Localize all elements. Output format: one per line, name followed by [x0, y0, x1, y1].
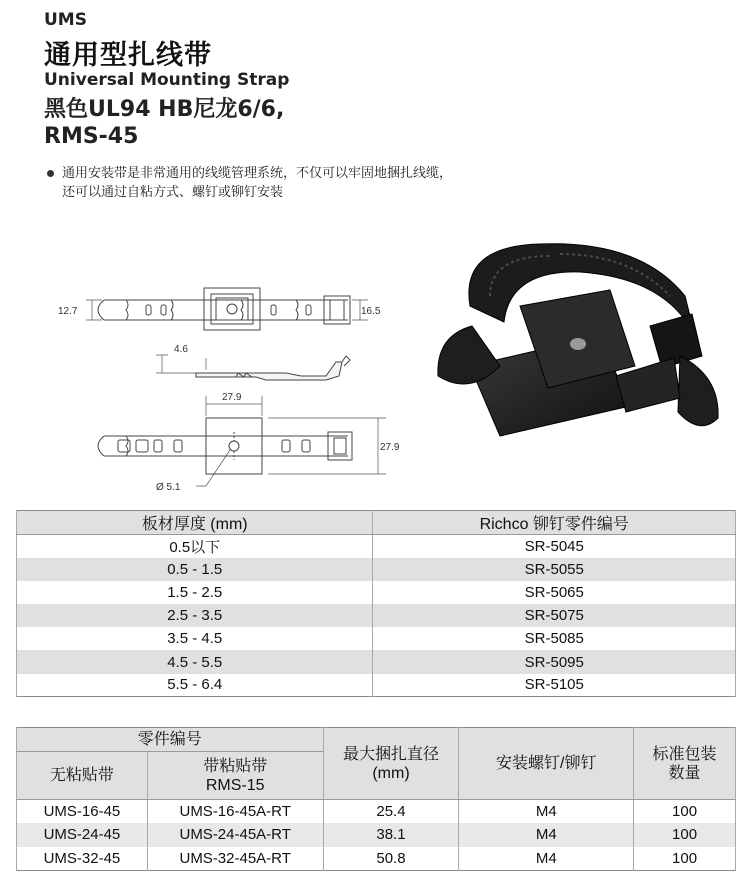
- header-max-bundle-line1: 最大捆扎直径: [342, 745, 439, 763]
- rivet-part-cell: SR-5105: [373, 674, 736, 697]
- dim-end-label: 16.5: [361, 306, 381, 317]
- bundle-dia-cell: 25.4: [323, 800, 459, 824]
- description-bullet: [44, 164, 464, 202]
- product-title-cn: 通用型扎线带: [44, 40, 212, 71]
- dim-height-label: 4.6: [174, 344, 188, 355]
- dim-width-label: 12.7: [58, 306, 78, 317]
- table-row: [17, 847, 736, 871]
- rivet-part-cell: SR-5065: [373, 581, 736, 604]
- part-no-adhesive-cell: UMS-16-45: [17, 800, 148, 824]
- bundle-dia-cell: 38.1: [323, 823, 459, 847]
- rivet-part-cell: SR-5055: [373, 558, 736, 581]
- pack-qty-cell: 100: [634, 800, 736, 824]
- thickness-cell: 4.5 - 5.5: [17, 650, 373, 673]
- product-photo: [430, 226, 730, 456]
- header-thickness: 板材厚度 (mm): [17, 511, 373, 535]
- bullet-dot-icon: [47, 170, 54, 177]
- thickness-cell: 2.5 - 3.5: [17, 604, 373, 627]
- thickness-cell: 1.5 - 2.5: [17, 581, 373, 604]
- bundle-dia-cell: 50.8: [323, 847, 459, 871]
- table-row: [17, 558, 736, 581]
- rivet-part-cell: SR-5075: [373, 604, 736, 627]
- dim-base-w-label: 27.9: [222, 392, 242, 403]
- part-adhesive-cell: UMS-24-45A-RT: [147, 823, 323, 847]
- table-row: [17, 604, 736, 627]
- pack-qty-cell: 100: [634, 847, 736, 871]
- parts-table: [16, 727, 736, 871]
- dim-hole-label: Ø 5.1: [156, 482, 181, 493]
- thickness-cell: 0.5 - 1.5: [17, 558, 373, 581]
- screw-cell: M4: [459, 847, 634, 871]
- table-row: [17, 650, 736, 673]
- material-line-1: 黑色UL94 HB尼龙6/6,: [44, 97, 285, 122]
- part-adhesive-cell: UMS-16-45A-RT: [147, 800, 323, 824]
- header-max-bundle-line2: (mm): [372, 764, 410, 782]
- table-row: [17, 535, 736, 558]
- part-no-adhesive-cell: UMS-32-45: [17, 847, 148, 871]
- thickness-cell: 0.5以下: [17, 535, 373, 558]
- part-adhesive-cell: UMS-32-45A-RT: [147, 847, 323, 871]
- description-text: 通用安装带是非常通用的线缆管理系统，不仅可以牢固地捆扎线缆，还可以通过自粘方式、螺钉或铆钉安装: [62, 166, 453, 200]
- header-no-adhesive: 无粘贴带: [17, 752, 148, 800]
- product-title-en: Universal Mounting Strap: [44, 70, 290, 90]
- header-part-number: 零件编号: [17, 728, 324, 752]
- pack-qty-cell: 100: [634, 823, 736, 847]
- header-max-bundle: [323, 728, 459, 800]
- header-pack-qty-line1: 标准包装: [652, 745, 717, 763]
- table-row: [17, 627, 736, 650]
- table-row: [17, 581, 736, 604]
- header-screw: 安装螺钉/铆钉: [459, 728, 634, 800]
- header-with-adhesive: [147, 752, 323, 800]
- thickness-cell: 3.5 - 4.5: [17, 627, 373, 650]
- table-row: [17, 674, 736, 697]
- thickness-table: [16, 510, 736, 697]
- screw-cell: M4: [459, 800, 634, 824]
- dim-base-h-label: 27.9: [380, 442, 400, 453]
- table-row: [17, 800, 736, 824]
- technical-drawing: [56, 236, 401, 504]
- rivet-part-cell: SR-5085: [373, 627, 736, 650]
- part-no-adhesive-cell: UMS-24-45: [17, 823, 148, 847]
- table-row: [17, 823, 736, 847]
- material-line-2: RMS-45: [44, 124, 139, 149]
- header-with-adhesive-line2: RMS-15: [205, 776, 265, 794]
- header-pack-qty: [634, 728, 736, 800]
- rivet-part-cell: SR-5095: [373, 650, 736, 673]
- header-pack-qty-line2: 数量: [668, 764, 701, 782]
- rivet-part-cell: SR-5045: [373, 535, 736, 558]
- header-with-adhesive-line1: 带粘贴带: [203, 757, 268, 775]
- header-rivet-part: Richco 铆钉零件编号: [373, 511, 736, 535]
- material-spec: [44, 96, 284, 150]
- product-code: UMS: [44, 10, 87, 30]
- thickness-cell: 5.5 - 6.4: [17, 674, 373, 697]
- screw-cell: M4: [459, 823, 634, 847]
